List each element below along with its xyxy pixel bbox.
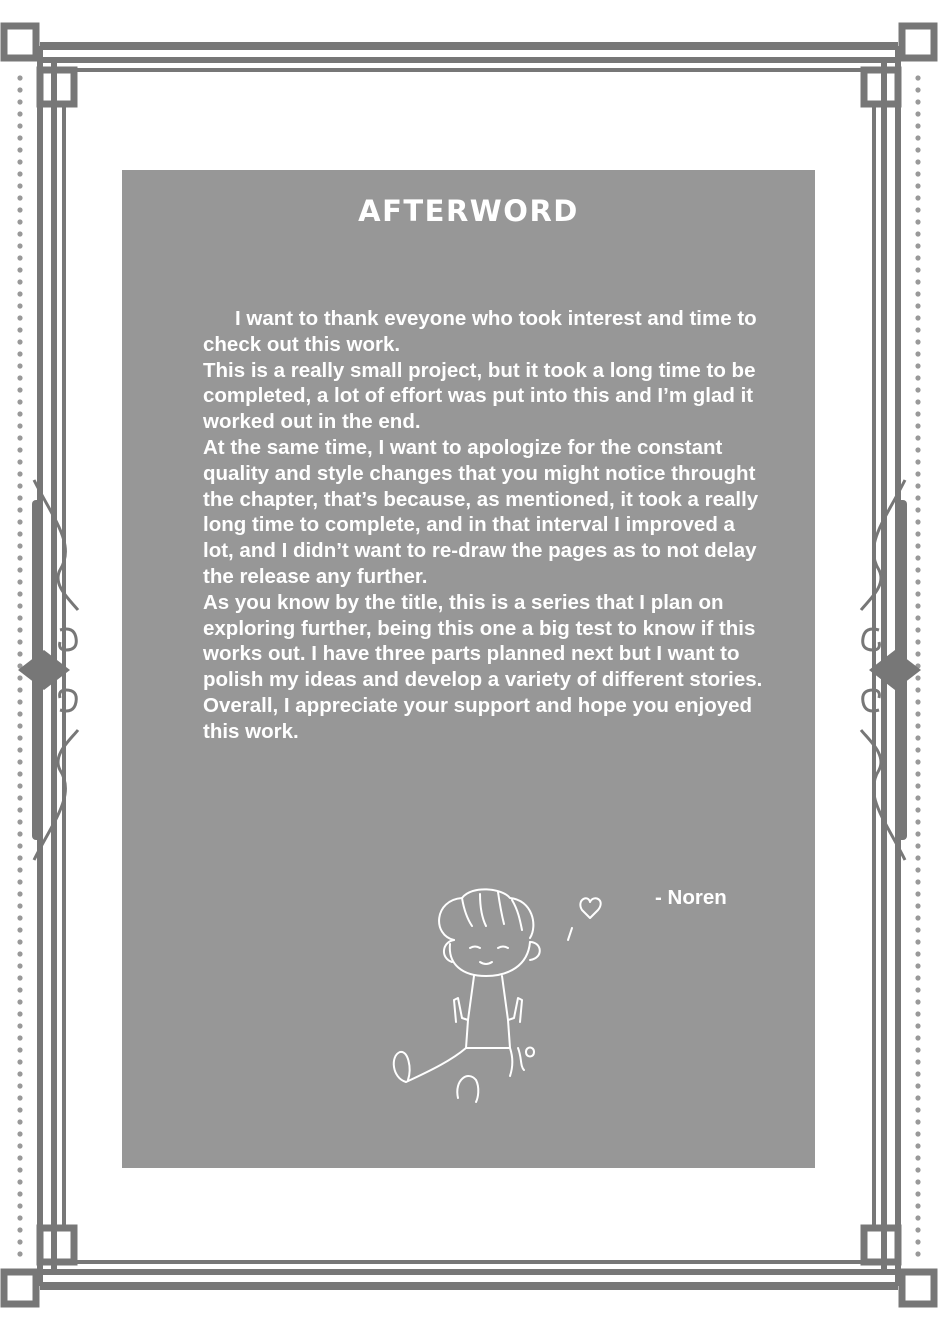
frame-dot <box>915 123 920 128</box>
frame-dot <box>915 615 920 620</box>
frame-dot <box>17 891 22 896</box>
frame-dot <box>915 591 920 596</box>
frame-dot <box>915 147 920 152</box>
frame-dot <box>17 1215 22 1220</box>
frame-dot <box>17 75 22 80</box>
frame-dot <box>17 615 22 620</box>
frame-dot <box>915 555 920 560</box>
frame-dot <box>17 135 22 140</box>
frame-dot <box>17 639 22 644</box>
frame-dot <box>915 783 920 788</box>
frame-dot <box>17 531 22 536</box>
frame-dot <box>17 627 22 632</box>
frame-dot <box>915 495 920 500</box>
frame-dot <box>915 1119 920 1124</box>
frame-dot <box>17 291 22 296</box>
frame-dot <box>17 579 22 584</box>
frame-dot <box>915 459 920 464</box>
frame-dot <box>915 1167 920 1172</box>
frame-dot <box>17 375 22 380</box>
frame-dot <box>915 999 920 1004</box>
frame-dot <box>915 375 920 380</box>
frame-dot <box>915 195 920 200</box>
frame-dot <box>915 255 920 260</box>
frame-dot <box>17 819 22 824</box>
frame-dot <box>915 339 920 344</box>
frame-dot <box>17 483 22 488</box>
frame-dot <box>915 267 920 272</box>
frame-dot <box>915 1155 920 1160</box>
frame-dot <box>915 243 920 248</box>
frame-dot <box>915 231 920 236</box>
frame-dot <box>915 399 920 404</box>
frame-dot <box>915 543 920 548</box>
frame-dot <box>915 1035 920 1040</box>
frame-dot <box>17 543 22 548</box>
frame-dot <box>17 783 22 788</box>
frame-dot <box>915 807 920 812</box>
frame-dot <box>915 1251 920 1256</box>
frame-dot <box>17 951 22 956</box>
frame-dot <box>17 1167 22 1172</box>
frame-dot <box>17 1107 22 1112</box>
frame-dot <box>17 591 22 596</box>
frame-dot <box>915 171 920 176</box>
frame-dot <box>17 447 22 452</box>
frame-dot <box>17 423 22 428</box>
afterword-panel <box>122 170 815 1168</box>
frame-dot <box>17 1239 22 1244</box>
frame-dot <box>17 351 22 356</box>
frame-dot <box>17 939 22 944</box>
frame-dot <box>915 531 920 536</box>
frame-dot <box>17 771 22 776</box>
frame-dot <box>17 363 22 368</box>
frame-dot <box>915 1131 920 1136</box>
frame-dot <box>17 111 22 116</box>
frame-dot <box>915 111 920 116</box>
frame-dot <box>17 1131 22 1136</box>
frame-dot <box>17 159 22 164</box>
frame-dot <box>17 471 22 476</box>
frame-dot <box>17 387 22 392</box>
frame-dot <box>17 195 22 200</box>
frame-dot <box>915 219 920 224</box>
frame-dot <box>915 639 920 644</box>
frame-dot <box>915 843 920 848</box>
frame-dot <box>915 1059 920 1064</box>
frame-dot <box>915 327 920 332</box>
frame-dot <box>17 675 22 680</box>
frame-dot <box>915 915 920 920</box>
frame-dot <box>17 519 22 524</box>
frame-dot <box>915 711 920 716</box>
frame-dot <box>17 243 22 248</box>
frame-dot <box>17 1203 22 1208</box>
frame-dot <box>17 255 22 260</box>
frame-dot <box>915 891 920 896</box>
frame-dot <box>915 1011 920 1016</box>
frame-dot <box>915 1071 920 1076</box>
frame-dot <box>17 1191 22 1196</box>
frame-dot <box>17 171 22 176</box>
frame-dot <box>915 387 920 392</box>
frame-dot <box>17 723 22 728</box>
frame-dot <box>17 963 22 968</box>
frame-dot <box>17 1071 22 1076</box>
frame-dot <box>17 855 22 860</box>
frame-dot <box>17 231 22 236</box>
frame-dot <box>915 1107 920 1112</box>
frame-dot <box>915 627 920 632</box>
frame-dot <box>915 483 920 488</box>
frame-dot <box>17 1095 22 1100</box>
frame-dot <box>17 279 22 284</box>
frame-dot <box>915 279 920 284</box>
frame-dot <box>17 831 22 836</box>
frame-dot <box>17 147 22 152</box>
frame-dot <box>915 771 920 776</box>
frame-dot <box>17 1011 22 1016</box>
author-sketch-illustration <box>362 880 622 1120</box>
paragraph-1: I want to thank eveyone who took interest and time to check out this work. <box>203 307 757 356</box>
frame-dot <box>915 315 920 320</box>
frame-dot <box>915 987 920 992</box>
frame-dot <box>17 507 22 512</box>
frame-dot <box>915 975 920 980</box>
frame-dot <box>17 567 22 572</box>
author-signature: - Noren <box>655 886 727 909</box>
frame-dot <box>915 759 920 764</box>
frame-dot <box>17 303 22 308</box>
frame-dot <box>17 459 22 464</box>
frame-dot <box>915 831 920 836</box>
frame-dot <box>17 267 22 272</box>
frame-dot <box>915 471 920 476</box>
frame-dot <box>915 519 920 524</box>
frame-dot <box>17 1143 22 1148</box>
frame-dot <box>17 999 22 1004</box>
frame-dot <box>17 843 22 848</box>
frame-dot <box>17 1179 22 1184</box>
frame-dot <box>915 903 920 908</box>
frame-dot <box>17 867 22 872</box>
frame-dot <box>17 1227 22 1232</box>
frame-dot <box>915 1023 920 1028</box>
frame-dot <box>17 411 22 416</box>
frame-dot <box>915 291 920 296</box>
frame-dot <box>17 879 22 884</box>
frame-dot <box>17 315 22 320</box>
frame-dot <box>17 915 22 920</box>
frame-dot <box>17 1251 22 1256</box>
frame-dot <box>915 135 920 140</box>
frame-dot <box>915 1191 920 1196</box>
frame-dot <box>17 1155 22 1160</box>
frame-dot <box>915 675 920 680</box>
frame-dot <box>915 927 920 932</box>
frame-dot <box>17 711 22 716</box>
frame-dot <box>17 87 22 92</box>
frame-dot <box>915 603 920 608</box>
frame-dot <box>17 1059 22 1064</box>
frame-dot <box>915 1179 920 1184</box>
frame-dot <box>17 795 22 800</box>
frame-dot <box>915 99 920 104</box>
frame-dot <box>915 1215 920 1220</box>
frame-dot <box>915 159 920 164</box>
frame-dot <box>915 1227 920 1232</box>
frame-dot <box>915 939 920 944</box>
frame-dot <box>915 687 920 692</box>
frame-dot <box>17 927 22 932</box>
frame-dot <box>915 951 920 956</box>
frame-dot <box>17 687 22 692</box>
frame-dot <box>915 879 920 884</box>
afterword-body <box>203 306 763 745</box>
frame-dot <box>915 447 920 452</box>
frame-dot <box>17 903 22 908</box>
frame-dot <box>915 1203 920 1208</box>
frame-dot <box>17 987 22 992</box>
frame-dot <box>17 339 22 344</box>
page-title: AFTERWORD <box>358 194 579 228</box>
frame-dot <box>17 495 22 500</box>
frame-dot <box>17 1047 22 1052</box>
frame-dot <box>915 747 920 752</box>
frame-dot <box>17 123 22 128</box>
frame-dot <box>17 975 22 980</box>
frame-dot <box>915 351 920 356</box>
frame-dot <box>915 795 920 800</box>
frame-dot <box>17 807 22 812</box>
frame-dot <box>915 435 920 440</box>
frame-dot <box>915 651 920 656</box>
frame-dot <box>17 603 22 608</box>
frame-dot <box>17 747 22 752</box>
frame-dot <box>915 963 920 968</box>
paragraph-4: As you know by the title, this is a series that I plan on exploring further, being this one a big test to know if this works out. I have three parts planned next but I want to polish my ideas and develop a variety of different stories. <box>203 590 763 692</box>
frame-dot <box>915 1095 920 1100</box>
frame-dot <box>915 75 920 80</box>
frame-dot <box>915 819 920 824</box>
frame-dot <box>915 1143 920 1148</box>
frame-dot <box>17 207 22 212</box>
frame-dot <box>17 327 22 332</box>
frame-dot <box>17 735 22 740</box>
frame-dot <box>915 579 920 584</box>
frame-dot <box>17 435 22 440</box>
frame-dot <box>915 867 920 872</box>
frame-dot <box>915 507 920 512</box>
frame-dot <box>915 1239 920 1244</box>
frame-dot <box>915 207 920 212</box>
frame-dot <box>915 735 920 740</box>
paragraph-3: At the same time, I want to apologize for the constant quality and style changes that you might notice throught the chapter, that’s because, as mentioned, it took a really long time to complete, and in that interval I improved a lot, and I didn’t want to re-draw the pages as to not delay the release any further. <box>203 435 759 588</box>
paragraph-2: This is a really small project, but it took a long time to be completed, a lot of effort was put into this and I’m glad it worked out in the end. <box>203 358 756 434</box>
frame-dot <box>17 219 22 224</box>
frame-dot <box>915 1047 920 1052</box>
frame-dot <box>915 855 920 860</box>
frame-dot <box>17 399 22 404</box>
frame-dot <box>915 183 920 188</box>
frame-dot <box>17 99 22 104</box>
frame-dot <box>915 87 920 92</box>
frame-dot <box>17 1035 22 1040</box>
frame-dot <box>17 555 22 560</box>
frame-dot <box>17 183 22 188</box>
paragraph-5: Overall, I appreciate your support and hope you enjoyed this work. <box>203 693 753 743</box>
frame-dot <box>915 423 920 428</box>
frame-dot <box>17 651 22 656</box>
frame-dot <box>915 723 920 728</box>
frame-dot <box>17 699 22 704</box>
frame-dot <box>17 1119 22 1124</box>
frame-dot <box>915 1083 920 1088</box>
frame-dot <box>17 759 22 764</box>
frame-dot <box>915 699 920 704</box>
frame-dot <box>915 303 920 308</box>
frame-dot <box>17 1023 22 1028</box>
frame-dot <box>915 363 920 368</box>
frame-dot <box>915 411 920 416</box>
frame-dot <box>17 1083 22 1088</box>
frame-dot <box>915 567 920 572</box>
